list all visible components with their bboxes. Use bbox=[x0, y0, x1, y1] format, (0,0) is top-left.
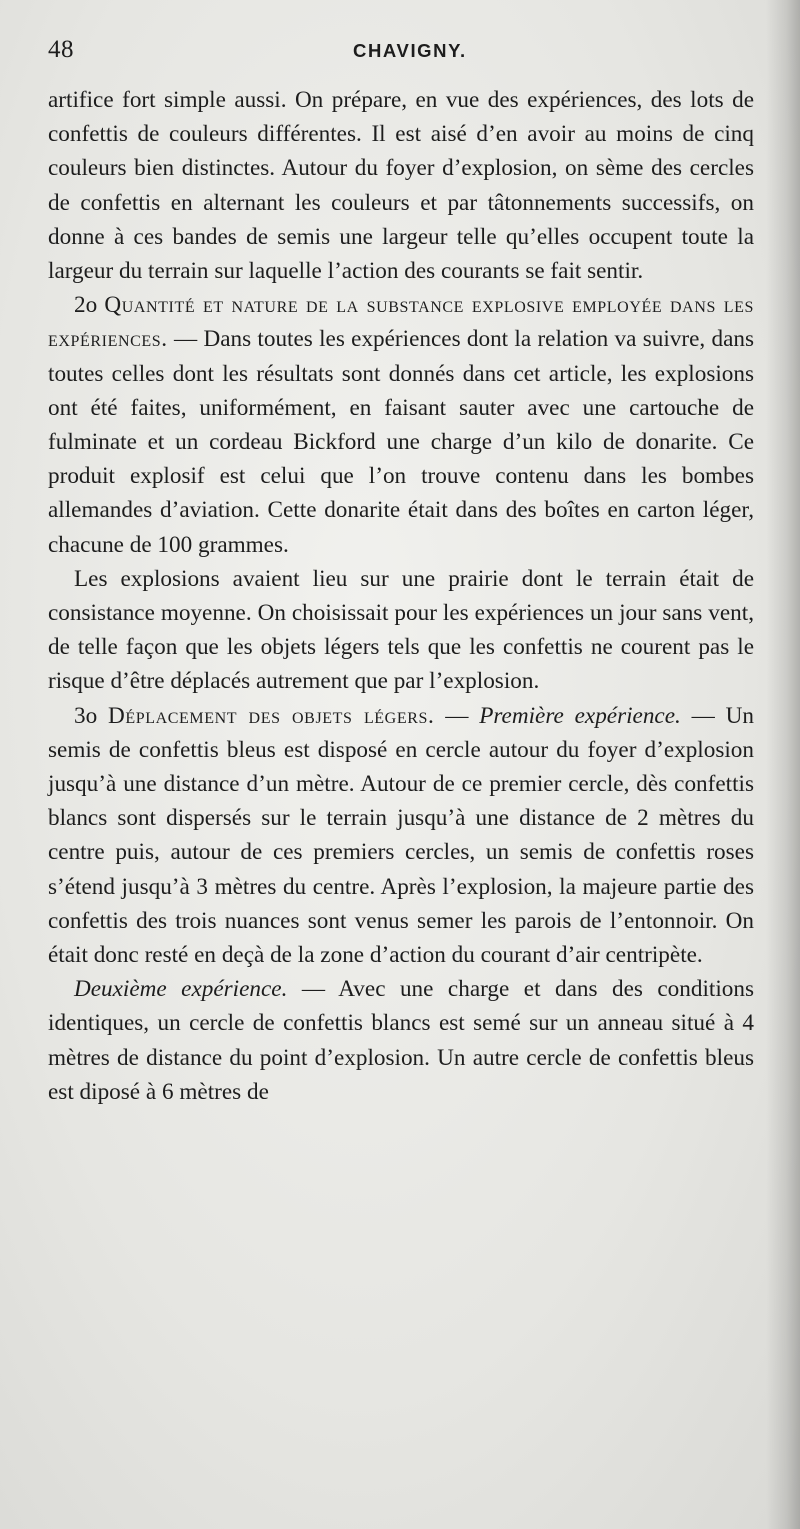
paragraph-explosions bbox=[48, 562, 754, 699]
paragraph-continuation bbox=[48, 83, 754, 288]
paragraph-text: artifice fort simple aussi. On prépare, en vue des expériences, des lots de confettis de couleurs différentes. Il est aisé d’en avoir au moins de cinq couleurs bien distinctes. Autour du foyer d’explosion, on sème des cercles de confettis en alternant les couleurs et par tâtonnements successifs, on donne à ces bandes de semis une largeur telle qu’elles occupent toute la largeur du terrain sur laquelle l’action des courants se fait sentir. bbox=[48, 87, 754, 285]
em-dash: — bbox=[434, 702, 480, 729]
section-2-paragraph bbox=[48, 288, 754, 562]
section-3-paragraph bbox=[48, 699, 754, 973]
paragraph-text: Avec une charge et dans des conditions identiques, un cercle de confettis blancs est semé sur un anneau situé à 4 mètres de distance du point d’explosion. Un autre cercle de confettis bleus est diposé à 6 mètres de bbox=[48, 976, 754, 1105]
section-heading: Quantité et nature de la substance explosive employée dans les expériences. bbox=[48, 292, 754, 353]
page-number: 48 bbox=[48, 36, 74, 63]
page-edge-shadow bbox=[766, 0, 800, 1529]
paragraph-text: Dans toutes les expériences dont la relation va suivre, dans toutes celles dont les résultats sont donnés dans cet article, les explosions ont été faites, uniformément, en faisant sauter avec une cartouche de fulminate et un cordeau Bickford une charge d’un kilo de donarite. Ce produit explosif est celui que l’on trouve contenu dans les bombes allemandes d’aviation. Cette donarite était dans des boîtes en carton léger, chacune de 100 grammes. bbox=[48, 326, 755, 558]
em-dash: — bbox=[167, 326, 204, 353]
section-number: 2o bbox=[74, 292, 98, 319]
paragraph-text: Un semis de confettis bleus est disposé en cercle autour du foyer d’explosion jusqu’à une distance d’un mètre. Autour de ce premier cercle, dès confettis blancs sont dispersés sur le terrain jusqu’à une distance de 2 mètres du centre puis, autour de ces premiers cercles, un semis de confettis roses s’étend jusqu’à 3 mètres du centre. Après l’explosion, la majeure partie des confettis des trois nuances sont venus semer les parois de l’entonnoir. On était donc resté en deçà de la zone d’action du courant d’air centripète. bbox=[48, 702, 755, 969]
section-number: 3o bbox=[74, 702, 98, 729]
page-header bbox=[48, 36, 748, 70]
em-dash: — bbox=[287, 976, 339, 1003]
experiment-title: Première expérience. bbox=[479, 702, 681, 729]
paragraph-text: Les explosions avaient lieu sur une prairie dont le terrain était de consistance moyenne. On choisissait pour les expériences un jour sans vent, de telle façon que les objets légers tels que les confettis ne courent pas le risque d’être déplacés autrement que par l’explosion. bbox=[48, 565, 754, 695]
running-head: CHAVIGNY. bbox=[353, 40, 467, 61]
body-text bbox=[48, 83, 754, 1109]
experiment-title: Deuxième expérience. bbox=[74, 976, 288, 1003]
second-experiment-paragraph bbox=[48, 972, 754, 1109]
section-heading: Déplacement des objets légers. bbox=[108, 702, 435, 729]
em-dash: — bbox=[680, 702, 726, 729]
